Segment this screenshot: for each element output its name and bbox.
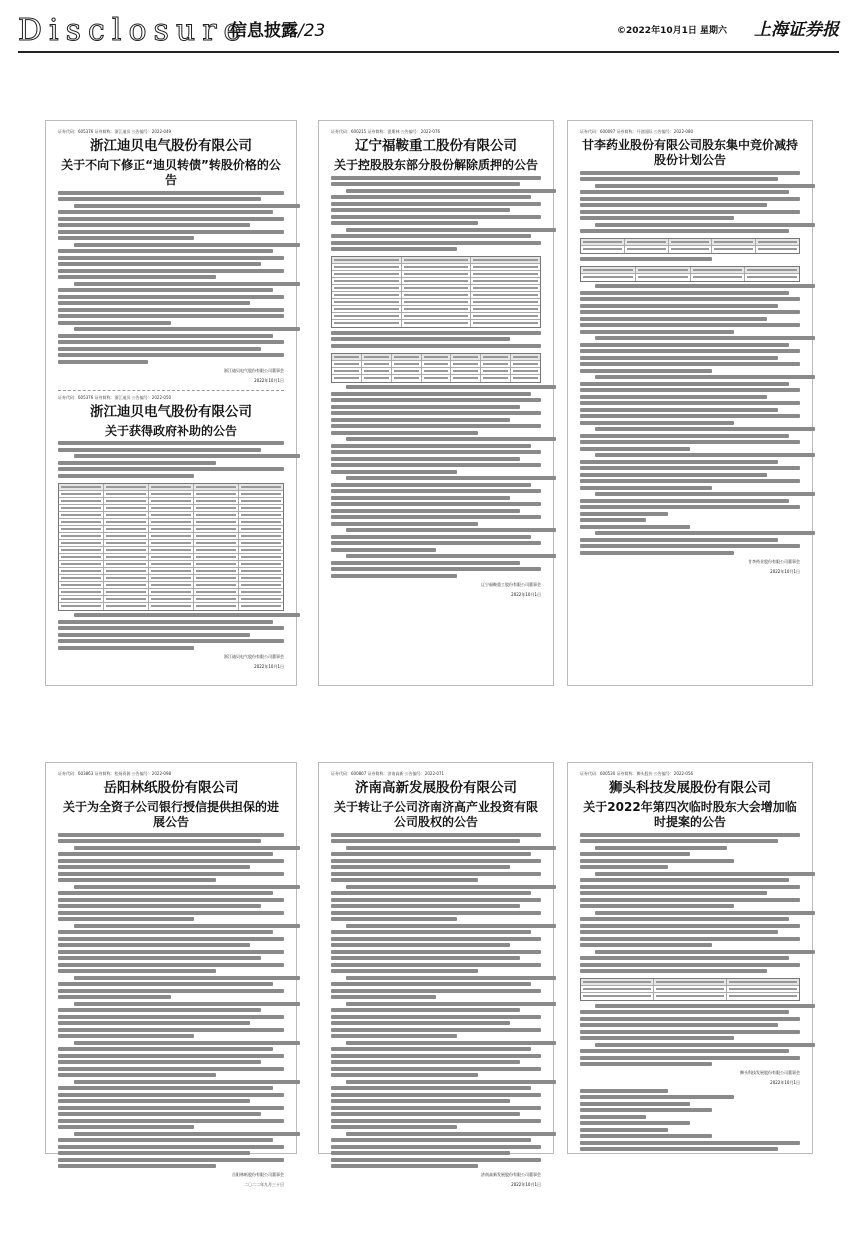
- announcement-signature: 浙江迪贝电气股份有限公司董事会: [224, 367, 284, 373]
- data-table: [331, 256, 541, 328]
- announcement-signature: 甘李药业股份有限公司董事会: [748, 558, 800, 564]
- announcement-panel-ganli: [567, 120, 813, 686]
- announcement-signature: 浙江迪贝电气股份有限公司董事会: [224, 653, 284, 659]
- header-divider: [18, 51, 839, 53]
- announcement-body: [580, 171, 800, 234]
- announcement-code-line: 证券代码：600215 证券简称：派斯林 公告编号：2022-076: [331, 129, 441, 134]
- announcement-divider: [58, 390, 284, 391]
- announcement-signature: 济南高新发展股份有限公司董事会: [481, 1172, 541, 1177]
- data-table: [580, 238, 800, 254]
- announcement-panel-yueyang: [45, 762, 297, 1187]
- announcement-body: [58, 613, 284, 650]
- section-title-text: 信息披露: [230, 21, 298, 41]
- announcement-body: [331, 176, 541, 252]
- data-table: [580, 978, 800, 1001]
- announcement-panel-shitou: [567, 762, 813, 1154]
- issue-date: ©2022年10月1日 星期六: [617, 26, 727, 36]
- announcement-title: 关于不向下修正“迪贝转债”转股价格的公告: [61, 158, 281, 187]
- announcement-body: [331, 331, 541, 348]
- announcement-date: 2022年10月1日: [511, 591, 541, 597]
- paper-logo: 上海证券报: [754, 20, 839, 40]
- announcement-company: 浙江迪贝电气股份有限公司: [90, 138, 252, 154]
- announcement-body: [58, 441, 284, 478]
- announcement-body: [580, 833, 800, 974]
- announcement-title: 关于2022年第四次临时股东大会增加临时提案的公告: [583, 800, 797, 829]
- announcement-date: 二〇二二年九月三十日: [244, 1182, 284, 1187]
- announcement-code-line: 证券代码：605376 证券简称：浙江迪贝 公告编号：2022-049: [58, 129, 172, 134]
- announcement-title: 关于为全资子公司银行授信提供担保的进展公告: [62, 800, 279, 829]
- announcement-date: 2022年10月1日: [254, 663, 284, 669]
- announcement-body: [580, 284, 800, 555]
- announcement-title: 甘李药业股份有限公司股东集中竞价减持股份计划公告: [581, 138, 798, 167]
- announcement-code-line: 证券代码：600807 证券简称：济南高新 公告编号：2022-071: [331, 771, 445, 776]
- announcement-code-line: 证券代码：605376 证券简称：浙江迪贝 公告编号：2022-050: [58, 394, 172, 400]
- announcement-body: [580, 1004, 800, 1067]
- announcement-body: [58, 191, 284, 364]
- announcement-body: [580, 1089, 800, 1152]
- announcement-code-line: 证券代码：600097 证券简称：开创国际 公告编号：2022-080: [580, 129, 694, 134]
- masthead-disclosure: Disclosure: [18, 13, 249, 48]
- announcement-body: [331, 385, 541, 578]
- announcement-body: [331, 833, 541, 1169]
- section-title: [230, 20, 325, 42]
- announcement-company: 辽宁福鞍重工股份有限公司: [355, 138, 517, 154]
- announcement-body: [580, 257, 800, 261]
- data-table: [580, 266, 800, 282]
- announcement-date: 2022年10月1日: [254, 377, 284, 383]
- announcement-date: 2022年10月1日: [770, 1080, 800, 1085]
- announcement-signature: 岳阳林纸股份有限公司董事会: [232, 1172, 284, 1177]
- data-table: [58, 483, 284, 611]
- announcement-panel-jinan: [318, 762, 554, 1187]
- page-number: /23: [298, 21, 326, 41]
- announcement-code-line: 证券代码：603863 证券简称：松炀资源 公告编号：2022-098: [58, 771, 172, 776]
- announcement-company: 济南高新发展股份有限公司: [355, 780, 517, 796]
- announcement-title: 关于控股股东部分股份解除质押的公告: [333, 158, 538, 172]
- data-table: [331, 353, 541, 383]
- announcement-panel-dibei: [45, 120, 297, 686]
- announcement-title: 关于转让子公司济南济高产业投资有限公司股权的公告: [333, 800, 538, 829]
- announcement-company: 浙江迪贝电气股份有限公司: [90, 403, 252, 420]
- announcement-company: 岳阳林纸股份有限公司: [103, 780, 239, 796]
- announcement-company: 狮头科技发展股份有限公司: [609, 780, 771, 796]
- announcement-body: [58, 833, 284, 1169]
- announcement-panel-fuan: [318, 120, 554, 686]
- announcement-signature: 辽宁福鞍重工股份有限公司董事会: [481, 581, 541, 587]
- page-header: [18, 14, 839, 48]
- announcement-signature: 狮头科技发展股份有限公司董事会: [740, 1070, 800, 1075]
- announcement-date: 2022年10月1日: [770, 568, 800, 574]
- announcement-date: 2022年10月1日: [511, 1182, 541, 1187]
- announcement-title: 关于获得政府补助的公告: [104, 423, 237, 438]
- announcement-code-line: 证券代码：600530 证券简称：狮头股份 公告编号：2022-056: [580, 771, 694, 776]
